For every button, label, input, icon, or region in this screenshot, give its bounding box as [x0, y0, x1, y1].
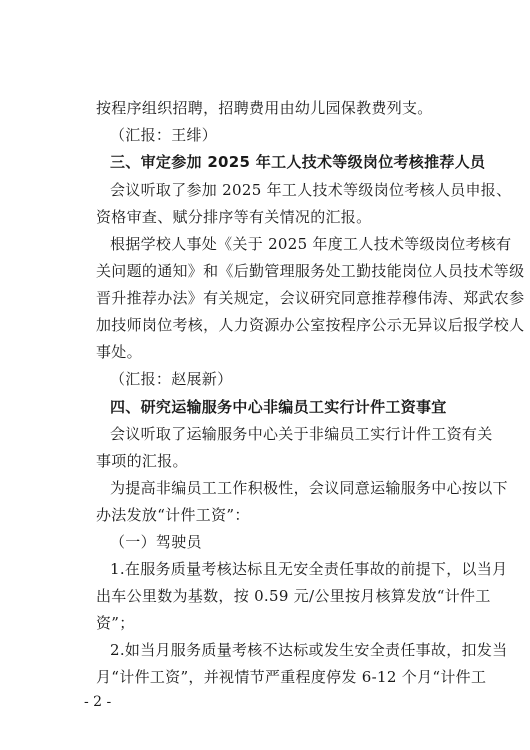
body-line: 按程序组织招聘，招聘费用由幼儿园保教费列支。 — [96, 99, 433, 117]
body-line: 会议听取了运输服务中心关于非编员工实行计件工资有关 — [110, 425, 493, 443]
section-heading-4: 四、研究运输服务中心非编员工实行计件工资事宜 — [110, 398, 447, 416]
reporter-note: （汇报：赵展新） — [110, 370, 233, 388]
subsection-heading: （一）驾驶员 — [110, 533, 202, 551]
body-line: 2.如当月服务质量考核不达标或发生安全责任事故，扣发当 — [110, 641, 508, 659]
body-line: 会议听取了参加 2025 年工人技术等级岗位考核人员申报、 — [110, 181, 512, 199]
body-line: 加技师岗位考核，人力资源办公室按程序公示无异议后报学校人 — [96, 316, 525, 334]
body-line: 1.在服务质量考核达标且无安全责任事故的前提下，以当月 — [110, 560, 508, 578]
section-heading-3: 三、审定参加 2025 年工人技术等级岗位考核推荐人员 — [110, 153, 486, 171]
body-line: 关问题的通知》和《后勤管理服务处工勤技能岗位人员技术等级 — [96, 262, 525, 280]
body-line: 资”； — [96, 614, 135, 632]
body-line: 出车公里数为基数，按 0.59 元/公里按月核算发放“计件工 — [96, 587, 491, 605]
reporter-note: （汇报：王绯） — [110, 126, 218, 144]
body-line: 办法发放“计件工资”： — [96, 506, 250, 524]
body-line: 资格审查、赋分排序等有关情况的汇报。 — [96, 208, 372, 226]
body-line: 事处。 — [96, 343, 142, 361]
body-line: 根据学校人事处《关于 2025 年度工人技术等级岗位考核有 — [110, 235, 512, 253]
body-line: 事项的汇报。 — [96, 452, 188, 470]
page-number: - 2 - — [84, 694, 112, 710]
body-line: 晋升推荐办法》有关规定，会议研究同意推荐穆伟涛、郑武农参 — [96, 289, 525, 307]
body-line: 月“计件工资”，并视情节严重程度停发 6-12 个月“计件工 — [96, 668, 487, 686]
body-line: 为提高非编员工工作积极性，会议同意运输服务中心按以下 — [110, 479, 508, 497]
